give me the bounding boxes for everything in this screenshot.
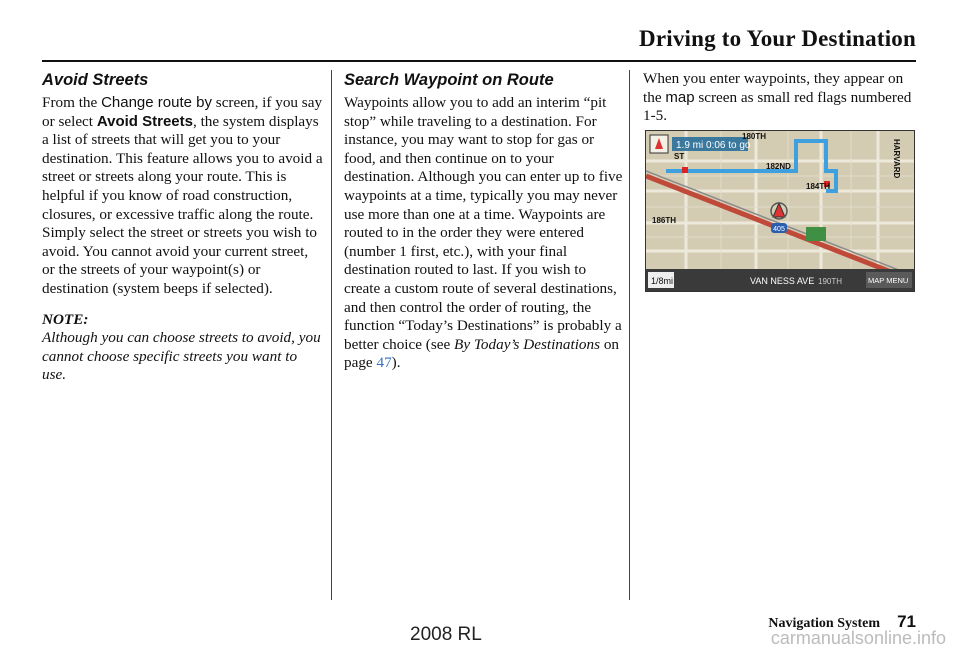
freeway-shield: 405 xyxy=(773,226,785,233)
page-title: Driving to Your Destination xyxy=(639,26,916,51)
street-label: 186TH xyxy=(652,216,677,225)
watermark: carmanualsonline.info xyxy=(770,628,946,648)
column-waypoint-map xyxy=(643,70,923,126)
column-divider xyxy=(331,70,332,600)
model-label: 2008 RL xyxy=(410,624,482,645)
note-text: Although you can choose streets to avoid, you cannot choose specific streets you want to use. xyxy=(42,329,321,384)
page-number: 71 xyxy=(897,612,916,631)
current-street: VAN NESS AVE xyxy=(750,276,815,286)
ui-term-avoid-streets: Avoid Streets xyxy=(96,112,193,130)
column-divider xyxy=(629,70,630,600)
map-intro-paragraph: When you enter waypoints, they appear on the map screen as small red flags numbered 1-5. xyxy=(643,70,912,125)
avoid-streets-paragraph: From the Change route by screen, if you say or select Avoid Streets, the system displays a list of streets that will get you to your destination. This feature allows you to avoid a street or streets along your route. This is helpful if you know of road construction, closures, or excessive traffic along the route. Simply select the street or streets you wish to avoid. You cannot avoid your current street, or the streets of your waypoint(s) or destination (system beeps if selected). xyxy=(42,94,323,297)
street-label: 190TH xyxy=(818,277,843,286)
street-label: HARVARD xyxy=(892,139,901,179)
column-avoid-streets xyxy=(42,70,324,385)
note-label: NOTE: xyxy=(42,310,89,328)
section-heading-search-waypoint: Search Waypoint on Route xyxy=(344,71,554,89)
street-label: 184TH xyxy=(806,182,831,191)
page-link[interactable]: 47 xyxy=(376,354,392,372)
map-scale: 1/8mi xyxy=(651,276,674,286)
navigation-map-screenshot xyxy=(645,130,915,292)
footer-nav-label: Navigation System xyxy=(768,616,880,631)
street-label: ST xyxy=(674,152,685,161)
street-label: 180TH xyxy=(742,132,767,141)
street-label: 182ND xyxy=(766,162,791,171)
waypoint-paragraph: Waypoints allow you to add an interim “pit stop” while traveling to a destination. For instance, you may want to stop for gas or food, and then continue on to your destination. Although you can enter up to five waypoints at a time, typically you may never use more than one at a time. Waypoints are routed to in the order they were entered (number 1 first, etc.), with your final destination routed to last. If you wish to create a custom route of several destinations, and then control the order of routing, the function “Today’s Destinations” is probably a better choice (see By Today’s Destinations on page 47). xyxy=(344,94,623,372)
column-search-waypoint xyxy=(344,70,626,373)
map-menu-button[interactable]: MAP MENU xyxy=(868,276,909,285)
ui-term-change-route-by: Change route by xyxy=(101,94,212,111)
section-heading-avoid-streets: Avoid Streets xyxy=(42,71,149,89)
map-graphic xyxy=(646,131,914,291)
eta-readout: 1.9 mi 0:06 to go xyxy=(676,140,751,151)
cross-reference-title: By Today’s Destinations xyxy=(454,335,601,353)
header-rule xyxy=(42,60,916,62)
ui-term-map: map xyxy=(665,88,695,106)
